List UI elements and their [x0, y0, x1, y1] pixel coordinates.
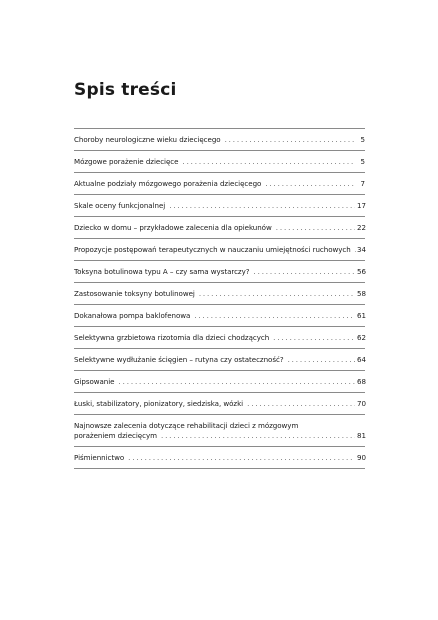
toc-entry-title: Choroby neurologiczne wieku dziecięcego [74, 135, 221, 144]
dot-leader [161, 431, 355, 441]
dot-leader [288, 355, 355, 365]
toc-entry-title: Skale oceny funkcjonalnej [74, 201, 166, 210]
toc-entry-page: 7 [360, 179, 365, 188]
toc-entry-title: Aktualne podziały mózgowego porażenia dziecięcego [74, 179, 262, 188]
toc-entry[interactable] [74, 217, 365, 239]
toc-entry[interactable] [74, 129, 365, 151]
toc-entry-title: Łuski, stabilizatory, pionizatory, siedziska, wózki [74, 399, 244, 408]
toc-entry-title-line2: porażeniem dziecięcym [74, 431, 157, 440]
toc-entry-title: Mózgowe porażenie dziecięce [74, 157, 179, 166]
dot-leader [273, 333, 355, 343]
toc-entry-title: Piśmiennictwo [74, 453, 125, 462]
toc-entry-page: 68 [357, 377, 366, 386]
toc-entry-page: 61 [357, 311, 366, 320]
toc-entry-page: 17 [357, 201, 366, 210]
toc-entry[interactable] [74, 239, 365, 261]
dot-leader [247, 399, 355, 409]
toc-entry[interactable] [74, 415, 365, 447]
toc-entry-page: 81 [357, 431, 366, 440]
page-title: Spis treści [74, 80, 177, 100]
dot-leader [194, 311, 355, 321]
toc-entry-title-line2-wrap [74, 431, 365, 441]
toc-entry-page: 34 [357, 245, 366, 254]
dot-leader [169, 201, 355, 211]
toc-entry-title: Dziecko w domu – przykładowe zalecenia dla opiekunów [74, 223, 272, 232]
toc-entry[interactable] [74, 447, 365, 469]
toc-entry-page: 64 [357, 355, 366, 364]
toc-entry-title: Dokanałowa pompa baklofenowa [74, 311, 191, 320]
toc-entry[interactable] [74, 305, 365, 327]
dot-leader [276, 223, 355, 233]
dot-leader [225, 135, 355, 145]
toc-entry[interactable] [74, 371, 365, 393]
toc-entry[interactable] [74, 349, 365, 371]
toc-entry[interactable] [74, 261, 365, 283]
toc-entry[interactable] [74, 151, 365, 173]
toc-entry-page: 56 [357, 267, 366, 276]
toc-entry-title: Selektywna grzbietowa rizotomia dla dzieci chodzących [74, 333, 270, 342]
toc-entry-title: Gipsowanie [74, 377, 115, 386]
dot-leader [199, 289, 355, 299]
table-of-contents [74, 128, 365, 469]
toc-entry-title: Toksyna botulinowa typu A – czy sama wystarczy? [74, 267, 250, 276]
dot-leader [119, 377, 356, 387]
toc-entry-title: Propozycje postępowań terapeutycznych w nauczaniu umiejętności ruchowych [74, 245, 351, 254]
dot-leader [253, 267, 355, 277]
toc-entry[interactable] [74, 327, 365, 349]
dot-leader [182, 157, 355, 167]
toc-entry[interactable] [74, 173, 365, 195]
toc-entry-page: 5 [360, 157, 365, 166]
toc-entry-page: 70 [357, 399, 366, 408]
toc-entry-page: 5 [360, 135, 365, 144]
toc-entry-title: Zastosowanie toksyny botulinowej [74, 289, 195, 298]
toc-entry-page: 58 [357, 289, 366, 298]
toc-entry-page: 62 [357, 333, 366, 342]
toc-entry[interactable] [74, 283, 365, 305]
dot-leader [265, 179, 355, 189]
toc-entry-title: Selektywne wydłużanie ścięgien – rutyna czy ostateczność? [74, 355, 284, 364]
toc-entry[interactable] [74, 393, 365, 415]
toc-entry-page: 90 [357, 453, 366, 462]
toc-entry-page: 22 [357, 223, 366, 232]
toc-entry-title-line1: Najnowsze zalecenia dotyczące rehabilitacji dzieci z mózgowym [74, 421, 299, 430]
dot-leader [128, 453, 355, 463]
toc-entry[interactable] [74, 195, 365, 217]
